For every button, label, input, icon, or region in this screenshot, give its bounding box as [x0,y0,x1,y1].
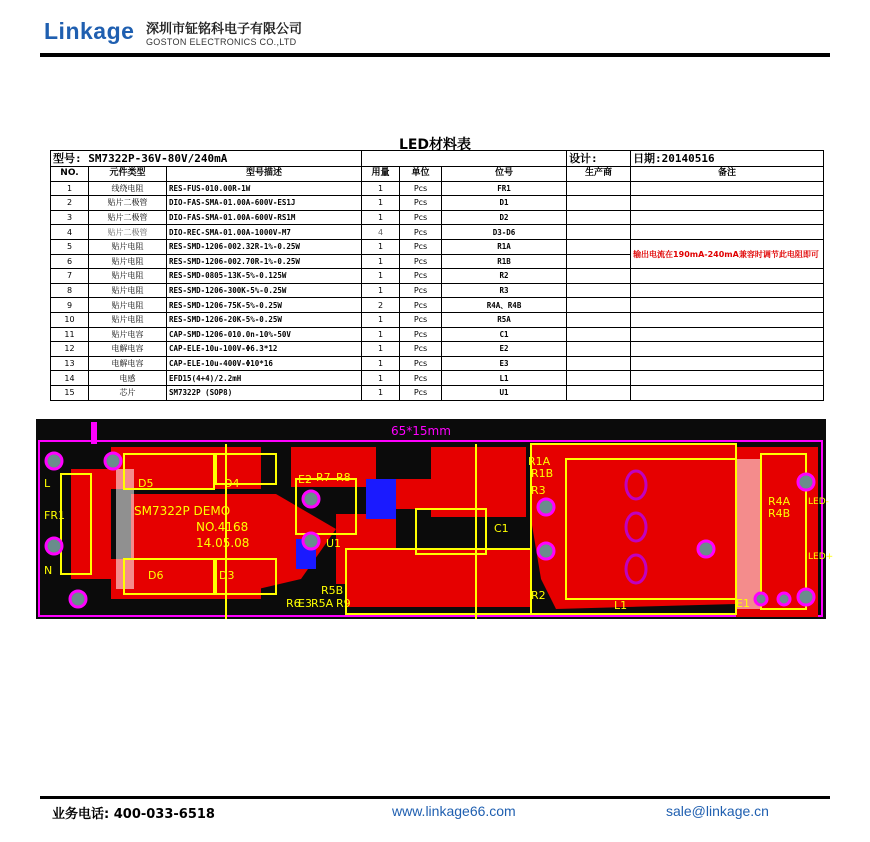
cell-no: 14 [51,371,89,386]
cell-type: 贴片二极管 [89,225,167,240]
footer-website-link[interactable]: www.linkage66.com [392,803,516,819]
cell-desc: SM7322P (SOP8) [167,385,362,400]
cell-qty: 4 [362,225,400,240]
cell-ref: D1 [442,196,567,211]
cell-qty: 1 [362,371,400,386]
cell-desc: DIO-FAS-SMA-01.00A-600V-RS1M [167,210,362,225]
table-row [51,196,824,211]
label-led-plus: LED+ [808,552,834,562]
cell-unit: Pcs [400,327,442,342]
cell-desc: CAP-SMD-1206-010.0n-10%-50V [167,327,362,342]
cell-remark [631,356,824,371]
cell-maker [567,385,631,400]
cell-ref: L1 [442,371,567,386]
cell-ref: R3 [442,283,567,298]
label-e1: E1 [736,597,750,610]
header-desc: 型号描述 [167,167,362,182]
label-l1: L1 [614,599,628,612]
table-row [51,312,824,327]
cell-no: 1 [51,181,89,196]
cell-desc: RES-SMD-1206-300K-5%-0.25W [167,283,362,298]
label-r6: R6 [286,597,301,610]
cell-desc: RES-SMD-1206-002.70R-1%-0.25W [167,254,362,269]
label-d6: D6 [148,569,164,582]
cell-remark [631,181,824,196]
label-r5b: R5B [321,584,344,597]
label-r9: R9 [336,597,351,610]
header-ref: 位号 [442,167,567,182]
table-row [51,239,824,254]
cell-desc: DIO-FAS-SMA-01.00A-600V-ES1J [167,196,362,211]
label-e2: E2 [298,473,312,486]
cell-unit: Pcs [400,196,442,211]
label-d5: D5 [138,477,154,490]
cell-no: 8 [51,283,89,298]
cell-remark [631,283,824,298]
cell-qty: 1 [362,356,400,371]
cell-no: 7 [51,269,89,284]
cell-unit: Pcs [400,385,442,400]
header-maker: 生产商 [567,167,631,182]
cell-no: 15 [51,385,89,400]
label-fr1: FR1 [44,509,65,522]
cell-type: 贴片二极管 [89,196,167,211]
silk-line-1: SM7322P DEMO [134,504,231,518]
label-u1: U1 [326,537,342,550]
blank-cell [362,151,567,167]
cell-maker [567,210,631,225]
label-n: N [44,564,53,577]
cell-remark [631,385,824,400]
label-r4b: R4B [768,507,791,520]
header-qty: 用量 [362,167,400,182]
cell-maker [567,327,631,342]
header-divider [40,53,830,57]
cell-remark [631,327,824,342]
cell-ref: E2 [442,342,567,357]
cell-ref: C1 [442,327,567,342]
header-remark: 备注 [631,167,824,182]
cell-no: 9 [51,298,89,313]
cell-maker [567,269,631,284]
cell-no: 2 [51,196,89,211]
header-type: 元件类型 [89,167,167,182]
cell-ref: R4A、R4B [442,298,567,313]
cell-remark [631,210,824,225]
label-r5a: R5A [311,597,334,610]
label-r7: R7 [316,471,331,484]
table-row [51,327,824,342]
label-r1b: R1B [531,467,554,480]
bom-table [50,150,824,401]
label-led-minus: LED- [808,497,829,507]
cell-qty: 1 [362,210,400,225]
cell-desc: RES-SMD-1206-002.32R-1%-0.25W [167,239,362,254]
company-logo: Linkage [44,18,135,44]
cell-desc: EFD15(4+4)/2.2mH [167,371,362,386]
cell-maker [567,298,631,313]
table-row [51,269,824,284]
model-info-row [51,151,824,167]
cell-type: 贴片电容 [89,327,167,342]
cell-desc: RES-SMD-1206-75K-5%-0.25W [167,298,362,313]
label-c1: C1 [494,522,509,535]
cell-maker [567,196,631,211]
cell-qty: 1 [362,239,400,254]
cell-maker [567,342,631,357]
cell-remark [631,225,824,240]
cell-type: 线绕电阻 [89,181,167,196]
cell-desc: DIO-REC-SMA-01.00A-1000V-M7 [167,225,362,240]
cell-ref: R2 [442,269,567,284]
table-row [51,225,824,240]
table-row [51,342,824,357]
header-unit: 单位 [400,167,442,182]
cell-ref: R5A [442,312,567,327]
pcb-size-label: 65*15mm [391,424,451,438]
footer-divider [40,796,830,799]
cell-unit: Pcs [400,342,442,357]
table-row [51,210,824,225]
cell-no: 4 [51,225,89,240]
cell-no: 10 [51,312,89,327]
cell-ref: D2 [442,210,567,225]
cell-desc: RES-FUS-010.00R-1W [167,181,362,196]
cell-type: 贴片电阻 [89,269,167,284]
cell-qty: 1 [362,181,400,196]
cell-maker [567,181,631,196]
cell-no: 5 [51,239,89,254]
cell-ref: E3 [442,356,567,371]
cell-remark [631,312,824,327]
cell-unit: Pcs [400,356,442,371]
company-name-en: GOSTON ELECTRONICS CO.,LTD [146,37,297,47]
cell-unit: Pcs [400,210,442,225]
cell-qty: 1 [362,254,400,269]
silk-line-3: 14.05.08 [196,536,250,550]
table-row [51,385,824,400]
cell-maker [567,239,631,254]
label-r4a: R4A [768,495,791,508]
footer-phone: 业务电话: 400-033-6518 [52,807,215,822]
cell-maker [567,254,631,269]
cell-unit: Pcs [400,225,442,240]
cell-maker [567,356,631,371]
cell-qty: 1 [362,342,400,357]
cell-type: 贴片电阻 [89,254,167,269]
cell-unit: Pcs [400,298,442,313]
cell-desc: CAP-ELE-10u-100V-Φ6.3*12 [167,342,362,357]
cell-type: 贴片电阻 [89,298,167,313]
cell-desc: RES-SMD-1206-20K-5%-0.25W [167,312,362,327]
cell-qty: 1 [362,269,400,284]
cell-qty: 1 [362,283,400,298]
cell-remark [631,269,824,284]
cell-no: 13 [51,356,89,371]
cell-no: 11 [51,327,89,342]
cell-type: 贴片电阻 [89,283,167,298]
label-l: L [44,477,51,490]
cell-type: 贴片电阻 [89,312,167,327]
cell-ref: R1B [442,254,567,269]
cell-ref: R1A [442,239,567,254]
cell-type: 电解电容 [89,342,167,357]
cell-type: 贴片二极管 [89,210,167,225]
table-row [51,371,824,386]
label-r1a: R1A [528,455,551,468]
cell-qty: 2 [362,298,400,313]
cell-type: 电解电容 [89,356,167,371]
label-d3: D3 [219,569,235,582]
label-e3: E3 [298,597,312,610]
cell-qty: 1 [362,385,400,400]
cell-qty: 1 [362,196,400,211]
table-row [51,298,824,313]
cell-no: 6 [51,254,89,269]
silk-line-2: NO.4168 [196,520,249,534]
cell-maker [567,283,631,298]
cell-remark [631,371,824,386]
cell-ref: FR1 [442,181,567,196]
date-label: 日期:20140516 [631,151,824,167]
cell-type: 贴片电阻 [89,239,167,254]
cell-unit: Pcs [400,239,442,254]
cell-desc: RES-SMD-0805-13K-5%-0.125W [167,269,362,284]
document-title: LED材料表 [398,137,472,153]
cell-maker [567,312,631,327]
cell-type: 电感 [89,371,167,386]
cell-unit: Pcs [400,283,442,298]
table-header-row [51,167,824,182]
pcb-layout [36,419,834,619]
cell-unit: Pcs [400,312,442,327]
cell-no: 3 [51,210,89,225]
cell-maker [567,371,631,386]
cell-unit: Pcs [400,371,442,386]
label-d4: D4 [224,477,240,490]
label-r8: R8 [336,471,351,484]
table-row [51,181,824,196]
label-r2: R2 [531,589,546,602]
cell-remark [631,342,824,357]
footer-email-link[interactable]: sale@linkage.cn [666,803,769,819]
cell-qty: 1 [362,327,400,342]
cell-maker [567,225,631,240]
label-r3: R3 [531,484,546,497]
cell-unit: Pcs [400,254,442,269]
cell-remark [631,196,824,211]
cell-unit: Pcs [400,269,442,284]
pcb-marker [91,422,97,444]
table-row [51,356,824,371]
cell-remark [631,298,824,313]
design-label: 设计: [567,151,631,167]
cell-desc: CAP-ELE-10u-400V-Φ10*16 [167,356,362,371]
cell-ref: U1 [442,385,567,400]
table-row [51,283,824,298]
header-no: NO. [51,167,89,182]
cell-unit: Pcs [400,181,442,196]
cell-remark-note: 输出电流在190mA-240mA兼容时调节此电阻即可 [631,239,824,268]
company-name-cn: 深圳市钲铭科电子有限公司 [146,22,303,37]
cell-type: 芯片 [89,385,167,400]
cell-qty: 1 [362,312,400,327]
cell-ref: D3-D6 [442,225,567,240]
model-label: 型号: SM7322P-36V-80V/240mA [51,151,362,167]
cell-no: 12 [51,342,89,357]
